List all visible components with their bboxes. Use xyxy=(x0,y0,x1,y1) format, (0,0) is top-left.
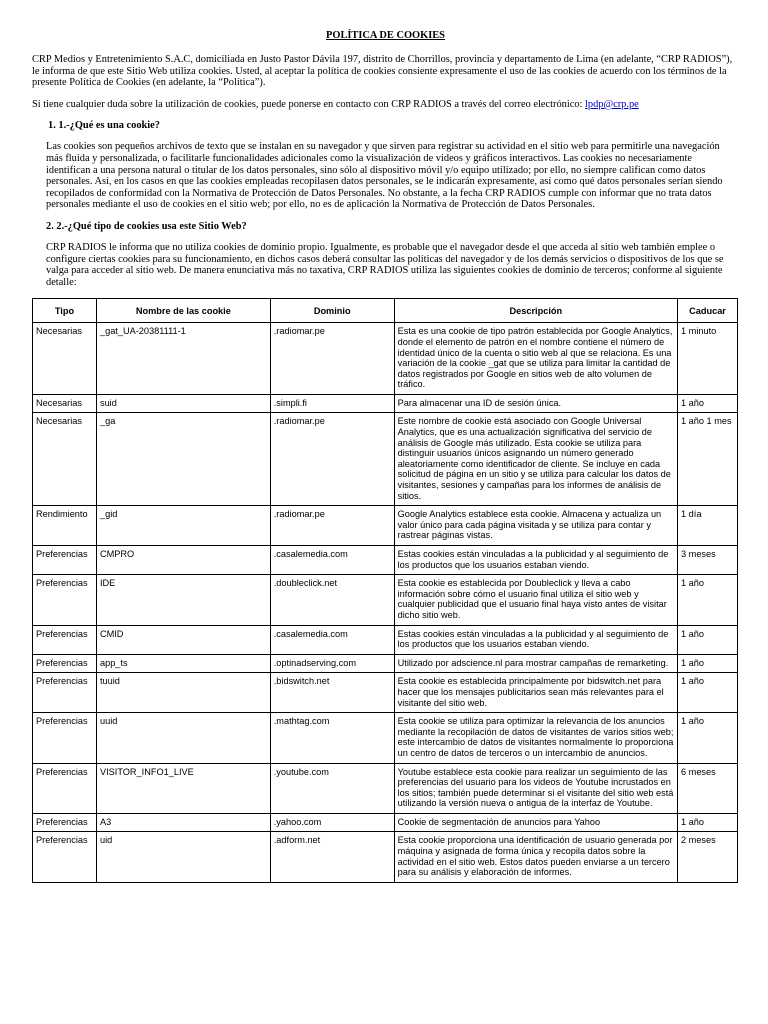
cell-descripcion: Esta es una cookie de tipo patrón establecida por Google Analytics, donde el elemento de patrón en el nombre contiene el número de identidad único de la cuenta o sitio web al que se relaciona. Es una variación de la cookie _gat que se utiliza para limitar la cantidad de datos registrados por Google en sitios web de alto volumen de tráfico. xyxy=(394,323,677,395)
cell-caducar: 2 meses xyxy=(678,832,738,882)
cell-dominio: .youtube.com xyxy=(270,763,394,813)
cell-dominio: .adform.net xyxy=(270,832,394,882)
cell-nombre: uuid xyxy=(96,713,270,763)
cell-tipo: Preferencias xyxy=(33,832,97,882)
cell-nombre: VISITOR_INFO1_LIVE xyxy=(96,763,270,813)
cell-tipo: Preferencias xyxy=(33,813,97,832)
cell-caducar: 1 minuto xyxy=(678,323,738,395)
cell-descripcion: Esta cookie se utiliza para optimizar la relevancia de los anuncios mediante la recopilación de datos de visitantes de varios sitios web; este intercambio de datos de visitantes normalmente lo proporciona un centro de datos de terceros o un intercambio de anuncios. xyxy=(394,713,677,763)
cell-descripcion: Estas cookies están vinculadas a la publicidad y al seguimiento de los productos que los usuarios estaban viendo. xyxy=(394,625,677,654)
contact-email-link[interactable]: lpdp@crp.pe xyxy=(585,98,639,110)
cell-descripcion: Para almacenar una ID de sesión única. xyxy=(394,394,677,413)
table-row xyxy=(33,506,738,546)
cell-nombre: CMID xyxy=(96,625,270,654)
cell-nombre: suid xyxy=(96,394,270,413)
header-descripcion: Descripción xyxy=(394,299,677,323)
table-row xyxy=(33,625,738,654)
table-row xyxy=(33,763,738,813)
cell-descripcion: Esta cookie proporciona una identificación de usuario generada por máquina y asignada de forma única y recopila datos sobre la actividad en el sitio web. Estos datos pueden enviarse a un tercero para su análisis y elaboración de informes. xyxy=(394,832,677,882)
page-title: POLÍTICA DE COOKIES xyxy=(326,30,445,41)
cell-caducar: 1 año xyxy=(678,813,738,832)
cell-nombre: _gid xyxy=(96,506,270,546)
cell-tipo: Preferencias xyxy=(33,673,97,713)
section-1-body: Las cookies son pequeños archivos de texto que se instalan en su navegador y que sirven para registrar su actividad en el sitio web para permitirle una navegación más fluida y personalizada, o facilitarle funcionalidades adicionales como la visualización de videos y gráficos interactivos. Las cookies no necesariamente identifican a una persona natural o titular de los datos personales, sino sólo al dispositivo móvil y/o equipo utilizado; por ello, no siempre califican como datos personales. Así, en los casos en que las cookies empleadas recopilasen datos personales, se le indicarán expresamente, así como qué datos personales serían siendo recopilados de conformidad con la Normativa de Protección de Datos Personales. No obstante, a la fecha CRP RADIOS cumple con informar que no trata datos personales mediante el uso de cookies en el sitio web; por ello, no es de aplicación la Normativa de Protección de Datos Personales. xyxy=(46,141,723,211)
cell-tipo: Preferencias xyxy=(33,713,97,763)
table-row xyxy=(33,394,738,413)
cell-descripcion: Google Analytics establece esta cookie. Almacena y actualiza un valor único para cada página visitada y se utiliza para contar y rastrear páginas vistas. xyxy=(394,506,677,546)
section-2-heading: 2. 2.-¿Qué tipo de cookies usa este Sitio Web? xyxy=(46,220,247,232)
cell-descripcion: Estas cookies están vinculadas a la publicidad y al seguimiento de los productos que los usuarios estaban viendo. xyxy=(394,546,677,575)
cell-dominio: .casalemedia.com xyxy=(270,546,394,575)
table-row xyxy=(33,832,738,882)
cell-descripcion: Youtube establece esta cookie para realizar un seguimiento de las preferencias del usuario para los videos de Youtube incrustados en los sitios; también puede determinar si el visitante del sitio web está utilizando la versión nueva o antigua de la interfaz de Youtube. xyxy=(394,763,677,813)
cell-tipo: Preferencias xyxy=(33,763,97,813)
cell-descripcion: Utilizado por adscience.nl para mostrar campañas de remarketing. xyxy=(394,654,677,673)
cell-caducar: 1 año xyxy=(678,575,738,625)
cell-tipo: Necesarias xyxy=(33,394,97,413)
cell-tipo: Preferencias xyxy=(33,546,97,575)
cell-tipo: Preferencias xyxy=(33,625,97,654)
cell-descripcion: Esta cookie es establecida principalmente por bidswitch.net para hacer que los mensajes publicitarios sean más relevantes para el visitante del sitio web. xyxy=(394,673,677,713)
cell-tipo: Necesarias xyxy=(33,323,97,395)
cell-descripcion: Esta cookie es establecida por Doubleclick y lleva a cabo información sobre cómo el usuario final utiliza el sitio web y cualquier publicidad que el usuario final haya visto antes de visitar dicho sitio web. xyxy=(394,575,677,625)
cell-dominio: .radiomar.pe xyxy=(270,413,394,506)
table-row xyxy=(33,654,738,673)
cell-nombre: uid xyxy=(96,832,270,882)
cell-tipo: Necesarias xyxy=(33,413,97,506)
cell-caducar: 1 año xyxy=(678,654,738,673)
table-row xyxy=(33,713,738,763)
cell-nombre: app_ts xyxy=(96,654,270,673)
cell-dominio: .optinadserving.com xyxy=(270,654,394,673)
cell-dominio: .casalemedia.com xyxy=(270,625,394,654)
header-caducar: Caducar xyxy=(678,299,738,323)
cell-caducar: 1 año xyxy=(678,625,738,654)
table-row xyxy=(33,813,738,832)
cell-caducar: 6 meses xyxy=(678,763,738,813)
table-header-row xyxy=(33,299,738,323)
cell-dominio: .yahoo.com xyxy=(270,813,394,832)
table-row xyxy=(33,546,738,575)
cell-descripcion: Cookie de segmentación de anuncios para Yahoo xyxy=(394,813,677,832)
cell-dominio: .simpli.fi xyxy=(270,394,394,413)
cell-caducar: 1 año 1 mes xyxy=(678,413,738,506)
cell-dominio: .mathtag.com xyxy=(270,713,394,763)
table-row xyxy=(33,575,738,625)
cell-tipo: Preferencias xyxy=(33,654,97,673)
cell-caducar: 1 año xyxy=(678,713,738,763)
header-dominio: Dominio xyxy=(270,299,394,323)
intro-paragraph: CRP Medios y Entretenimiento S.A.C, domiciliada en Justo Pastor Dávila 197, distrito de Chorrillos, provincia y departamento de Lima (en adelante, “CRP RADIOS”), le informa de que este Sitio Web utiliza cookies. Usted, al aceptar la política de cookies consiente expresamente el uso de las cookies de acuerdo con los términos de la presente Política de Cookies (en adelante, la “Política”). xyxy=(32,54,733,89)
cell-caducar: 1 año xyxy=(678,673,738,713)
cell-caducar: 3 meses xyxy=(678,546,738,575)
cell-nombre: tuuid xyxy=(96,673,270,713)
cell-nombre: IDE xyxy=(96,575,270,625)
cell-dominio: .radiomar.pe xyxy=(270,506,394,546)
cell-nombre: CMPRO xyxy=(96,546,270,575)
cell-nombre: _gat_UA-20381111-1 xyxy=(96,323,270,395)
cell-dominio: .doubleclick.net xyxy=(270,575,394,625)
cookies-table xyxy=(32,298,738,883)
section-2-body: CRP RADIOS le informa que no utiliza cookies de dominio propio. Igualmente, es probable que el navegador desde el que acceda al sitio web también emplee o configure ciertas cookies para su funcionamiento, en dichos casos deberá consultar las políticas del navegador y de los demás servicios o dispositivos de los que se valga para acceder al sitio web. De manera enunciativa más no taxativa, CRP RADIOS utiliza las siguientes cookies de dominio de terceros; conforme al siguiente detalle: xyxy=(46,241,724,288)
cell-tipo: Rendimiento xyxy=(33,506,97,546)
contact-text: Si tiene cualquier duda sobre la utilización de cookies, puede ponerse en contacto con CRP RADIOS a través del correo electrónico: xyxy=(32,98,583,110)
cell-descripcion: Este nombre de cookie está asociado con Google Universal Analytics, que es una actualización significativa del servicio de análisis de Google más utilizado. Esta cookie se utiliza para distinguir usuarios únicos asignando un número generado aleatoriamente como identificador de cliente. Se incluye en cada solicitud de página en un sitio y se utiliza para calcular los datos de visitantes, sesiones y campañas para los informes de análisis de sitios. xyxy=(394,413,677,506)
cell-caducar: 1 día xyxy=(678,506,738,546)
header-tipo: Tipo xyxy=(33,299,97,323)
cell-nombre: A3 xyxy=(96,813,270,832)
cell-tipo: Preferencias xyxy=(33,575,97,625)
section-1-heading: 1. 1.-¿Qué es una cookie? xyxy=(48,120,160,132)
cell-nombre: _ga xyxy=(96,413,270,506)
cell-caducar: 1 año xyxy=(678,394,738,413)
contact-paragraph xyxy=(32,99,739,111)
cell-dominio: .radiomar.pe xyxy=(270,323,394,395)
table-row xyxy=(33,673,738,713)
table-row xyxy=(33,413,738,506)
header-nombre: Nombre de las cookie xyxy=(96,299,270,323)
table-row xyxy=(33,323,738,395)
document-page xyxy=(32,30,739,883)
cell-dominio: .bidswitch.net xyxy=(270,673,394,713)
